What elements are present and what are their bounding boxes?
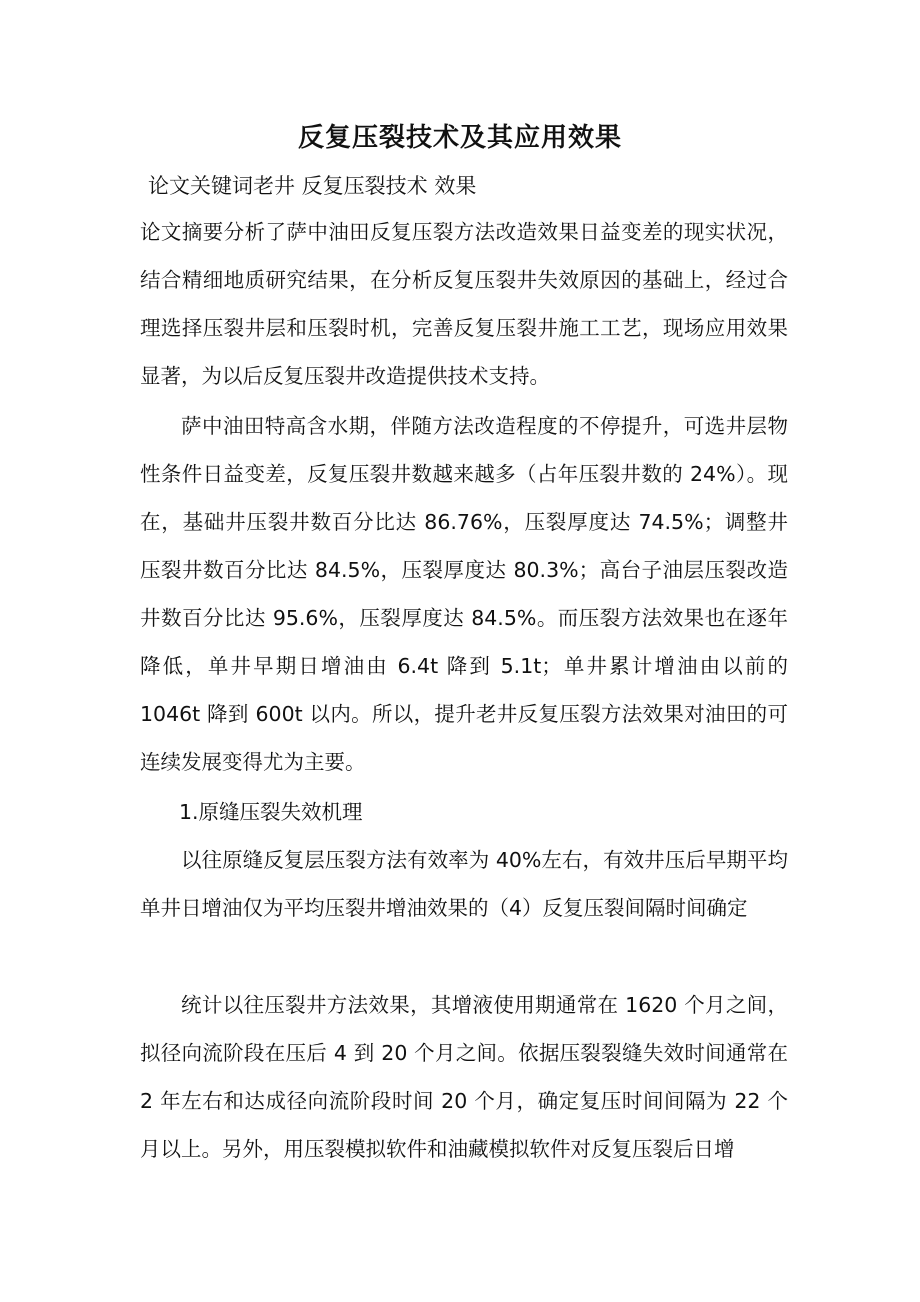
body-paragraph-2: 以往原缝反复层压裂方法有效率为 40%左右，有效井压后早期平均单井日增油仅为平均压裂井增油效果的（4）反复压裂间隔时间确定 <box>140 848 788 920</box>
body-paragraph-3: 统计以往压裂井方法效果，其增液使用期通常在 1620 个月之间，拟径向流阶段在压后 4 到 20 个月之间。依据压裂裂缝失效时间通常在 2 年左右和达成径向流阶段时间 20 个月，确定复压时间间隔为 22 个月以上。另外，用压裂模拟软件和油藏模拟软件对反复压裂后日增 <box>140 993 788 1161</box>
abstract-paragraph: 论文摘要分析了萨中油田反复压裂方法改造效果日益变差的现实状况，结合精细地质研究结果，在分析反复压裂井失效原因的基础上，经过合理选择压裂井层和压裂时机，完善反复压裂井施工工艺，现场应用效果显著，为以后反复压裂井改造提供技术支持。 <box>140 220 788 388</box>
document-title: 反复压裂技术及其应用效果 <box>297 123 622 153</box>
body-paragraph-1: 萨中油田特高含水期，伴随方法改造程度的不停提升，可选井层物性条件日益变差，反复压裂井数越来越多（占年压裂井数的 24%）。现在，基础井压裂井数百分比达 86.76%，压裂厚度达 74.5%；调整井压裂井数百分比达 84.5%，压裂厚度达 80.3%；高台子油层压裂改造井数百分比达 95.6%，压裂厚度达 84.5%。而压裂方法效果也在逐年降低，单井早期日增油由 6.4t 降到 5.1t；单井累计增油由以前的 1046t 降到 600t 以内。所以，提升老井反复压裂方法效果对油田的可连续发展变得尤为主要。 <box>140 414 788 774</box>
section-heading: 1.原缝压裂失效机理 <box>178 800 363 824</box>
keywords-line: 论文关键词老井 反复压裂技术 效果 <box>148 174 477 198</box>
